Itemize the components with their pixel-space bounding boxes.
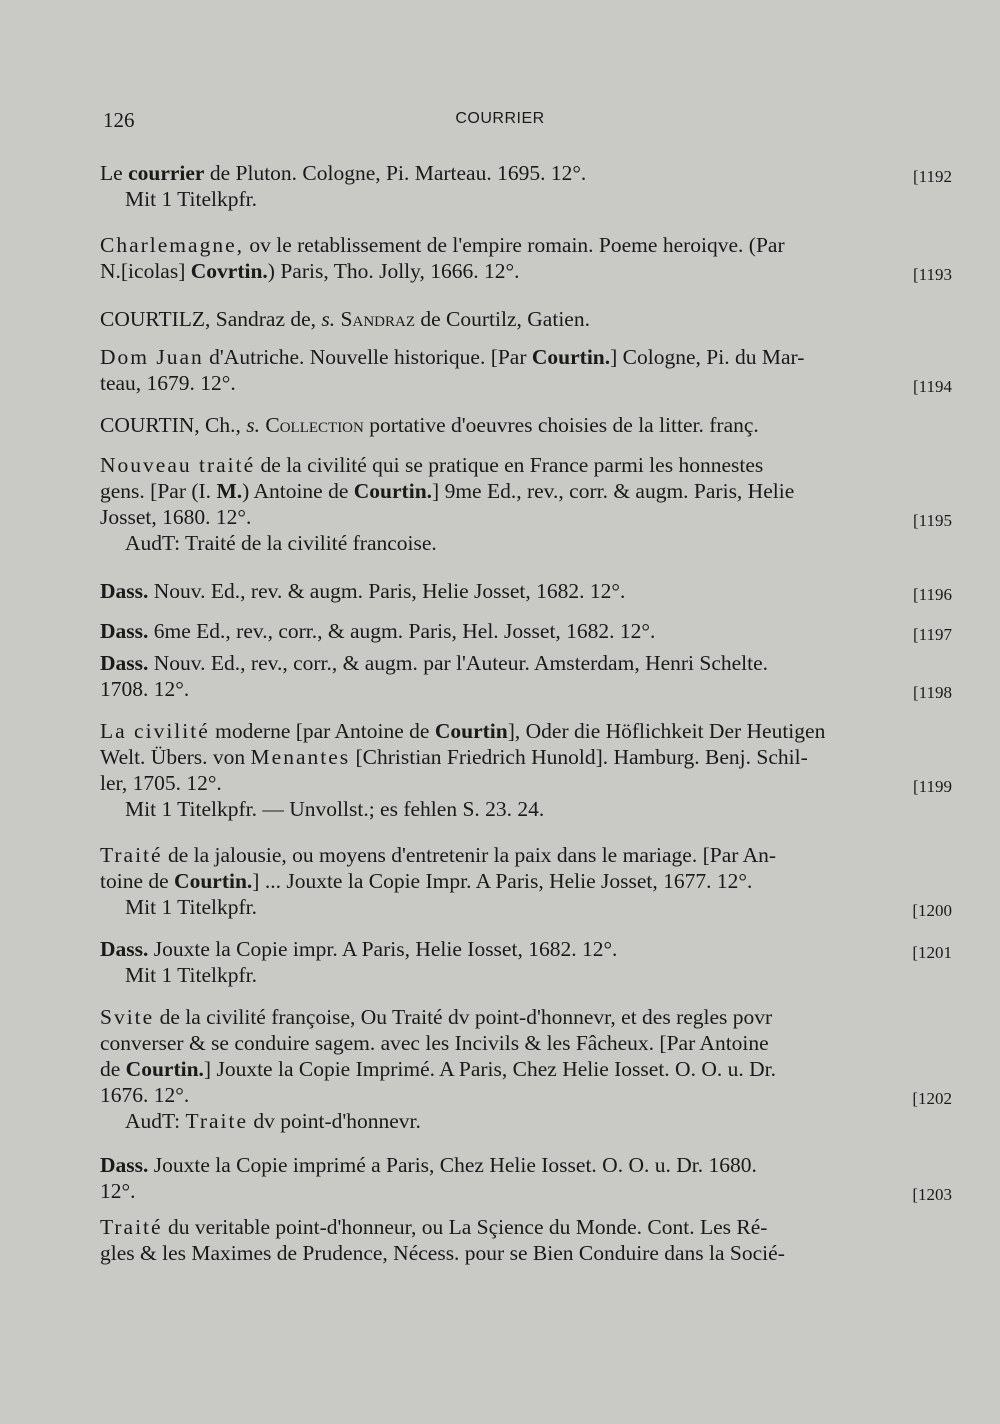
text-segment: Mit 1 Titelkpfr. [125,895,258,919]
bold-segment: Dass. [100,579,149,603]
text-segment: Nouv. Ed., rev., corr., & augm. par l'Auteur. Amsterdam, Henri Schelte. [148,651,769,675]
bold-segment: Courtin. [125,1057,204,1081]
text-segment: COURTIN, Ch., [100,413,247,437]
text-segment: Svite [100,1005,155,1029]
text-segment: 6me Ed., rev., corr., & augm. Paris, Hel. Josset, 1682. 12°. [148,619,656,643]
entry-number: [1192 [912,167,952,186]
text-segment: Nouv. Ed., rev. & augm. Paris, Helie Josset, 1682. 12°. [148,579,626,603]
text-segment: Collection [265,413,364,437]
catalog-entry [100,1214,952,1266]
entry-line [100,1240,952,1266]
entry-line [100,478,952,504]
entry-number: [1197 [912,625,952,644]
entry-number: [1194 [912,377,952,396]
entry-number: [1201 [912,943,952,962]
text-segment: Traite [185,1109,249,1133]
text-segment: gles & les Maximes de Prudence, Nécess. pour se Bien Conduire dans la Socié- [100,1241,785,1265]
text-segment: du veritable point-d'honneur, ou La Sçience du Monde. Cont. Les Ré- [162,1215,768,1239]
text-segment: ler, 1705. 12°. [100,771,222,795]
page-number: 126 [103,108,135,132]
text-segment: Mit 1 Titelkpfr. [125,187,258,211]
entry-line [100,868,952,894]
entry-line [100,618,952,644]
text-segment: Mit 1 Titelkpfr. [125,963,258,987]
entry-line [100,186,952,212]
entry-line [100,718,952,744]
entry-line [100,306,952,332]
text-segment: teau, 1679. 12°. [100,371,236,395]
text-segment: N.[icolas] [100,259,191,283]
text-segment: Traité [100,1215,163,1239]
catalog-entry [100,160,952,212]
text-segment: Le [100,161,129,185]
entry-line [100,412,952,438]
text-segment: ] Jouxte la Copie Imprimé. A Paris, Chez Helie Iosset. O. O. u. Dr. [203,1057,776,1081]
bold-segment: Courtin. [531,345,611,369]
entry-line [100,232,952,258]
text-segment: s. [246,413,260,437]
entry-number: [1196 [912,585,952,604]
catalog-entry [100,306,952,332]
entry-line [100,744,952,770]
text-segment: s. [321,307,336,331]
entry-line [100,676,952,702]
entry-line [100,1004,952,1030]
entry-line [100,504,952,530]
catalog-entry [100,452,952,556]
entry-line [100,1214,952,1240]
catalog-entry [100,1152,952,1204]
text-segment: La civilité [100,719,210,743]
text-segment: moderne [par Antoine de [209,719,435,743]
entry-number: [1203 [912,1185,952,1204]
catalog-entry [100,842,952,920]
entry-number: [1199 [912,777,952,796]
text-segment: AudT: Traité de la civilité francoise. [125,531,437,555]
bold-segment: Courtin [434,719,508,743]
running-head: COURRIER [455,110,545,127]
text-segment: Traité [100,843,163,867]
text-segment: de Pluton. Cologne, Pi. Marteau. 1695. 12°. [204,161,587,185]
text-segment: 12°. [100,1179,136,1203]
entry-number: [1195 [912,511,952,530]
catalog-entry [100,650,952,702]
text-segment: de la jalousie, ou moyens d'entretenir la paix dans le mariage. [Par An- [162,843,777,867]
text-segment: Mit 1 Titelkpfr. — Unvollst.; es fehlen S. 23. 24. [125,797,545,821]
text-segment: ) Antoine de [242,479,354,503]
text-segment: ] ... Jouxte la Copie Impr. A Paris, Helie Josset, 1677. 12°. [252,869,753,893]
bold-segment: Dass. [100,937,149,961]
bold-segment: Dass. [100,651,149,675]
entry-line [100,370,952,396]
entry-line [100,530,952,556]
text-segment: AudT: [125,1109,186,1133]
bold-segment: Covrtin. [190,259,268,283]
entry-number: [1200 [912,901,952,920]
text-segment: Sandraz [340,307,416,331]
text-segment: toine de [100,869,175,893]
text-segment: Dom Juan [100,345,204,369]
text-segment: Nouveau traité [100,453,256,477]
bold-segment: Dass. [100,1153,149,1177]
entry-line [100,796,952,822]
entry-line [100,650,952,676]
entry-line [100,1178,952,1204]
text-segment: portative d'oeuvres choisies de la litter. franç. [363,413,759,437]
bold-segment: Dass. [100,619,149,643]
text-segment: ], Oder die Höflichkeit Der Heutigen [507,719,826,743]
catalog-entry [100,1004,952,1134]
entry-line [100,578,952,604]
catalog-entry [100,578,952,604]
text-segment: d'Autriche. Nouvelle historique. [Par [203,345,532,369]
text-segment: gens. [Par (I. [100,479,217,503]
text-segment: de Courtilz, Gatien. [415,307,590,331]
entry-line [100,160,952,186]
catalog-entry [100,718,952,822]
text-segment: dv point-d'honnevr. [248,1109,421,1133]
entry-number: [1198 [912,683,952,702]
entry-line [100,258,952,284]
entry-line [100,962,952,988]
entry-line [100,1056,952,1082]
entry-number: [1202 [912,1089,952,1108]
catalog-entry [100,232,952,284]
text-segment: ov le retablissement de l'empire romain. Poeme heroiqve. (Par [244,233,785,257]
bold-segment: M. [216,479,243,503]
text-segment: Jouxte la Copie imprimé a Paris, Chez Helie Iosset. O. O. u. Dr. 1680. [148,1153,757,1177]
entry-line [100,1082,952,1108]
entry-line [100,936,952,962]
entry-line [100,1152,952,1178]
text-segment: [Christian Friedrich Hunold]. Hamburg. Benj. Schil- [350,745,808,769]
entry-line [100,452,952,478]
text-segment: de la civilité françoise, Ou Traité dv point-d'honnevr, et des regles povr [154,1005,773,1029]
text-segment: de [100,1057,126,1081]
catalog-entry [100,412,952,438]
entry-line [100,1030,952,1056]
catalog-entry [100,936,952,988]
text-segment: Welt. Übers. von [100,745,251,769]
text-segment: Jouxte la Copie impr. A Paris, Helie Iosset, 1682. 12°. [148,937,618,961]
bold-segment: courrier [128,161,205,185]
text-segment: 1708. 12°. [100,677,190,701]
text-segment: COURTILZ, Sandraz de, [100,307,322,331]
text-segment: de la civilité qui se pratique en France parmi les honnestes [255,453,764,477]
entry-number: [1193 [912,265,952,284]
text-segment: 1676. 12°. [100,1083,190,1107]
entry-line [100,1108,952,1134]
entry-line [100,842,952,868]
text-segment: converser & se conduire sagem. avec les Incivils & les Fâcheux. [Par Antoine [100,1031,769,1055]
catalog-entry [100,344,952,396]
text-segment: ) Paris, Tho. Jolly, 1666. 12°. [267,259,520,283]
page-header [0,108,1000,132]
catalog-entry [100,618,952,644]
entry-line [100,344,952,370]
bold-segment: Courtin. [353,479,433,503]
text-segment: ] Cologne, Pi. du Mar- [610,345,805,369]
text-segment: Charlemagne, [100,233,244,257]
bold-segment: Courtin. [174,869,253,893]
entry-line [100,894,952,920]
entry-line [100,770,952,796]
text-segment: ] 9me Ed., rev., corr. & augm. Paris, Helie [432,479,795,503]
text-segment: Josset, 1680. 12°. [100,505,252,529]
text-segment: Menantes [250,745,351,769]
